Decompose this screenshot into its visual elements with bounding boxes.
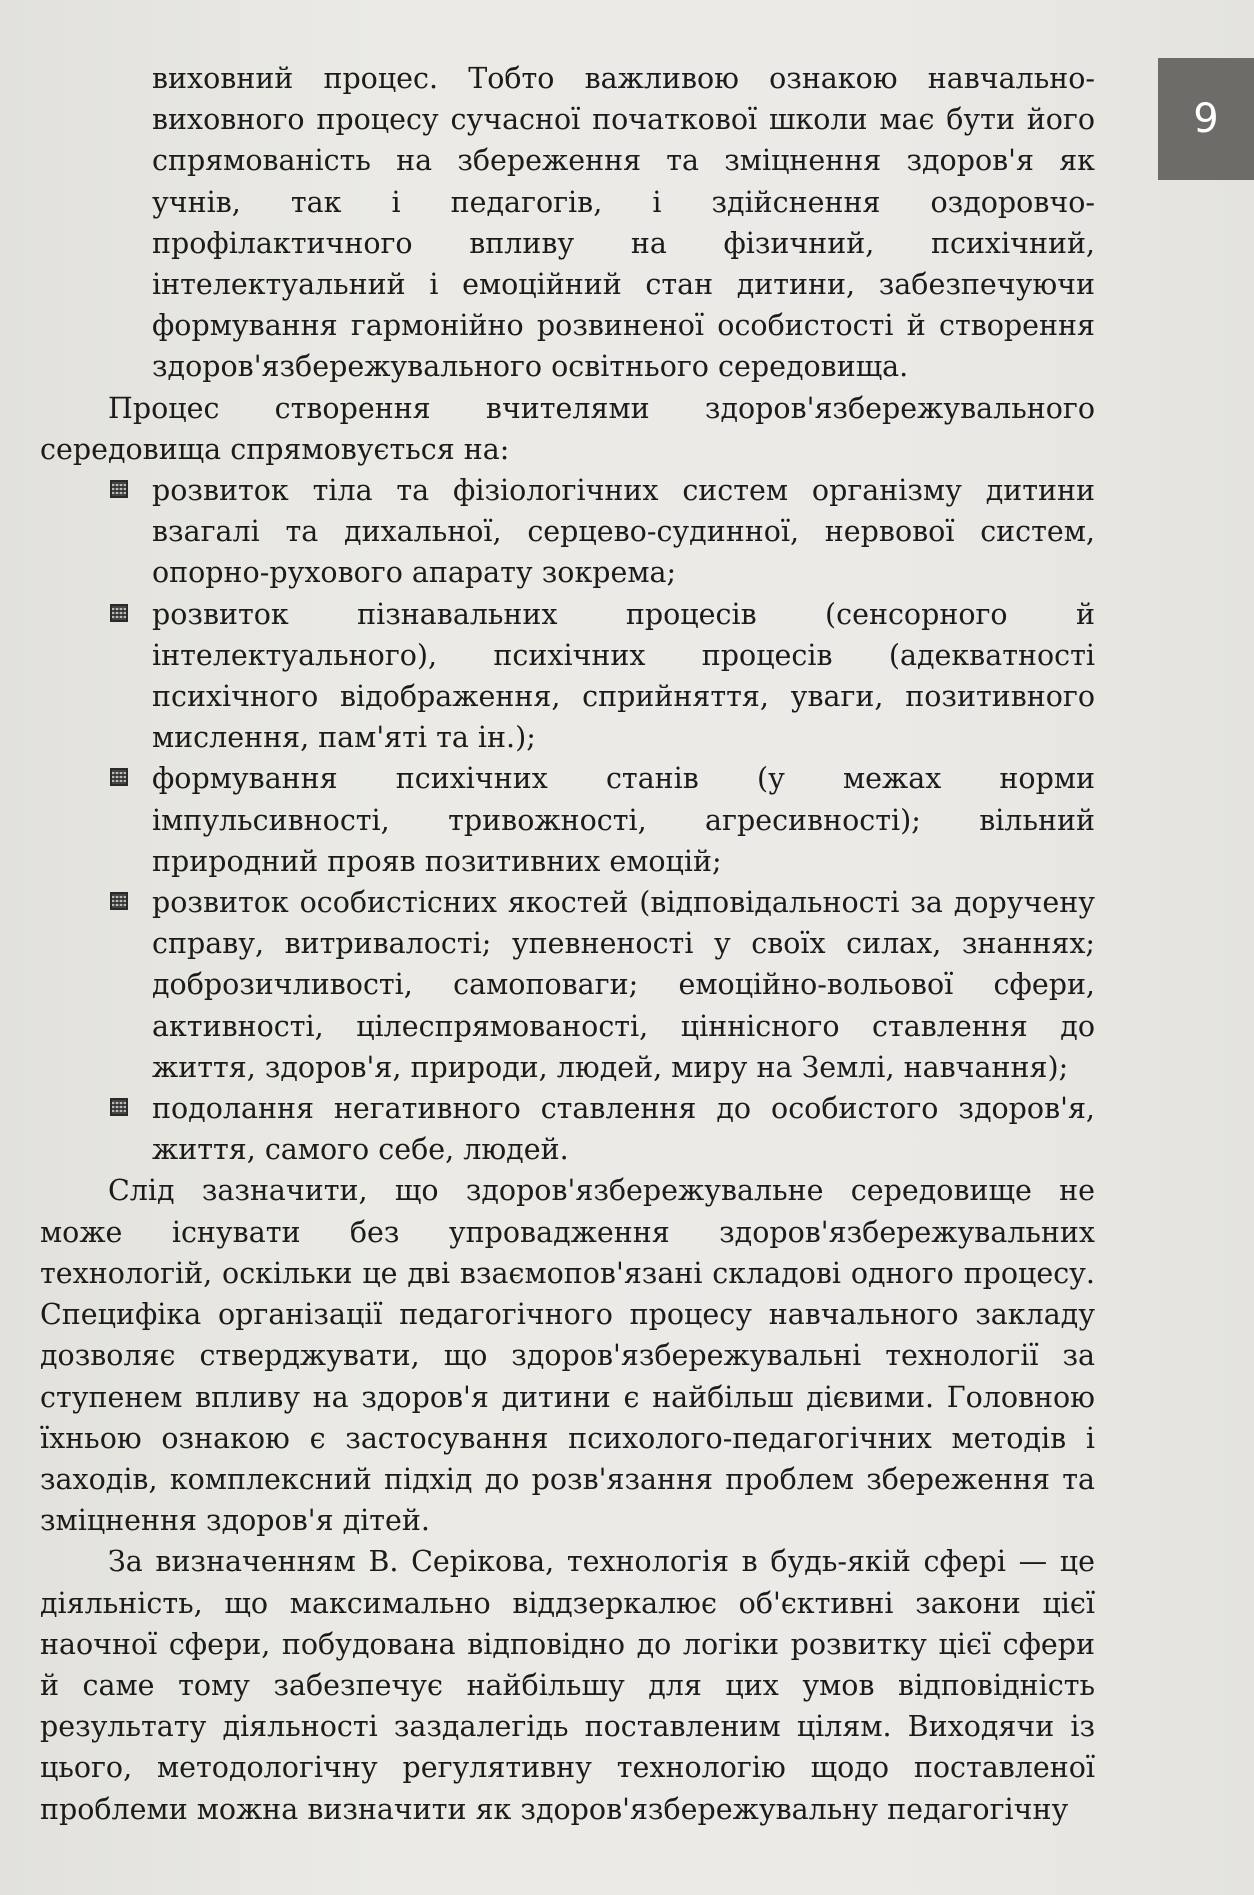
square-bullet-icon (110, 480, 128, 498)
list-item (40, 1088, 1095, 1170)
list-item (40, 758, 1095, 882)
list-item (40, 470, 1095, 594)
bullet-list (40, 470, 1095, 1170)
square-bullet-icon (110, 1098, 128, 1116)
square-bullet-icon (110, 768, 128, 786)
list-item-text: розвиток особистісних якостей (відповідальності за доручену справу, витривалості; упевненості у своїх силах, знаннях; доброзичливості, самоповаги; емоційно-вольової сфери, активності, цілеспрямованості, ціннісного ставлення до життя, здоров'я, природи, людей, миру на Землі, навчання); (152, 886, 1095, 1084)
square-bullet-icon (110, 892, 128, 910)
list-item-text: подолання негативного ставлення до особистого здоров'я, життя, самого себе, людей. (152, 1092, 1095, 1167)
page-number-tab (1158, 58, 1254, 180)
list-lead-paragraph: Процес створення вчителями здоров'язбережувального середовища спрямовується на: (40, 391, 1095, 466)
square-bullet-icon (110, 604, 128, 622)
intro-paragraph: виховний процес. Тобто важливою ознакою навчально-виховного процесу сучасної початкової школи має бути його спрямованість на збереження та зміцнення здоров'я як учнів, так і педагогів, і здійснення оздоровчо-профілактичного впливу на фізичний, психічний, інтелектуальний і емоційний стан дитини, забезпечуючи формування гармонійно розвиненої особистості й створення здоров'язбережувального освітнього середовища. (152, 62, 1095, 384)
list-item-text: розвиток пізнавальних процесів (сенсорного й інтелектуального), психічних процесів (адекватності психічного відображення, сприйняття, уваги, позитивного мислення, пам'яті та ін.); (152, 597, 1095, 755)
list-item-text: розвиток тіла та фізіологічних систем організму дитини взагалі та дихальної, серцево-судинної, нервової систем, опорно-рухового апарату зокрема; (152, 474, 1095, 590)
list-item (40, 882, 1095, 1088)
list-item (40, 594, 1095, 759)
paragraph-health-technologies: Слід зазначити, що здоров'язбережувальне середовище не може існувати без упровадження здоров'язбережувальних технологій, оскільки це дві взаємопов'язані складові одного процесу. Специфіка організації педагогічного процесу навчального закладу дозволяє стверджувати, що здоров'язбережувальні технології за ступенем впливу на здоров'я дитини є найбільш дієвими. Головною їхньою ознакою є застосування психолого-педагогічних методів і заходів, комплексний підхід до розв'язання проблем збереження та зміцнення здоров'я дітей. (40, 1174, 1095, 1538)
page-number: 9 (1193, 96, 1219, 142)
list-item-text: формування психічних станів (у межах норми імпульсивності, тривожності, агресивності); вільний природний прояв позитивних емоцій; (152, 762, 1095, 878)
page-body (40, 58, 1095, 1830)
paragraph-serikov-definition: За визначенням В. Серікова, технологія в будь-якій сфері — це діяльність, що максимально віддзеркалює об'єктивні закони цієї наочної сфери, побудована відповідно до логіки розвитку цієї сфери й саме тому забезпечує найбільшу для цих умов відповідність результату діяльності заздалегідь поставленим цілям. Виходячи із цього, методологічну регулятивну технологію щодо поставленої проблеми можна визначити як здоров'язбережувальну педагогічну (40, 1545, 1095, 1826)
